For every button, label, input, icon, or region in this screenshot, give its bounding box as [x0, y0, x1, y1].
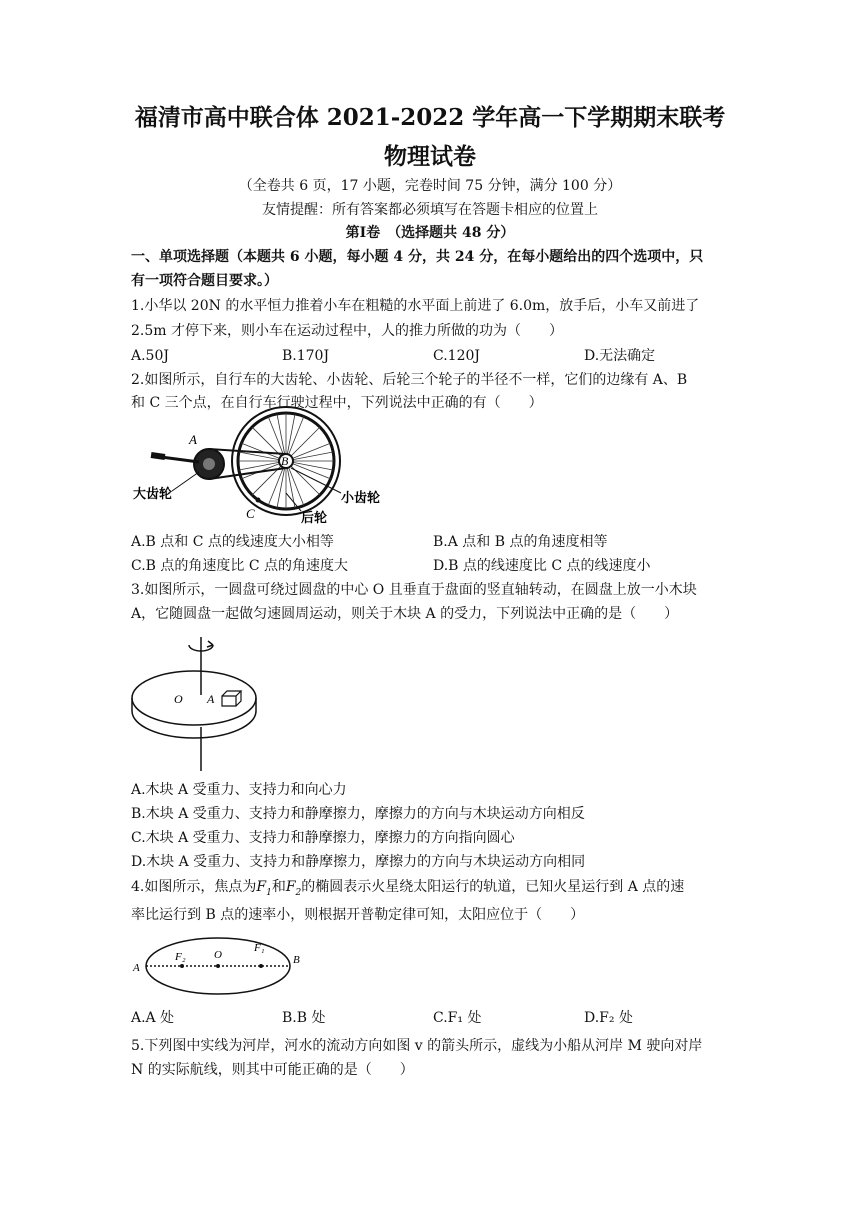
big-gear-label: 大齿轮 [133, 487, 173, 502]
q4-stem [131, 877, 684, 903]
part-title: 第Ⅰ卷 （选择题共 48 分） [345, 225, 515, 241]
orbit-a-label: A [133, 962, 140, 974]
q1-stem: 1.小华以 20N 的水平恒力推着小车在粗糙的水平面上前进了 6.0m，放手后，小车又前进了 [131, 298, 700, 314]
rotating-disk-figure [131, 635, 271, 775]
rear-wheel-label: 后轮 [301, 511, 328, 526]
block-a-label: A [207, 692, 215, 706]
q2-stem: 2.如图所示，自行车的大齿轮、小齿轮、后轮三个轮子的半径不一样，它们的边缘有 A、B [131, 372, 688, 388]
q2-option-d: D.B 点的线速度比 C 点的线速度小 [433, 558, 651, 574]
center-o-label: O [174, 692, 183, 706]
reminder: 友情提醒：所有答案都必须填写在答题卡相应的位置上 [262, 202, 598, 218]
exam-title: 福清市高中联合体 2021-2022 学年高一下学期期末联考 [134, 104, 726, 131]
small-gear-label: 小齿轮 [341, 491, 381, 506]
orbit-b-label: B [293, 954, 300, 966]
q3-option-b: B.木块 A 受重力、支持力和静摩擦力，摩擦力的方向与木块运动方向相反 [131, 806, 585, 822]
q4-f1-symbol: $F_1$ [256, 879, 272, 898]
orbit-o-label: O [214, 949, 222, 961]
q1-stem-cont: 2.5m 才停下来，则小车在运动过程中，人的推力所做的功为（ ） [131, 323, 563, 339]
bicycle-gear-figure [131, 418, 401, 528]
q4-stem-pre: 4.如图所示，焦点为 [131, 879, 257, 895]
q4-option-b: B.B 处 [282, 1010, 326, 1026]
q1-option-c: C.120J [433, 348, 480, 364]
exam-info: （全卷共 6 页，17 小题，完卷时间 75 分钟，满分 100 分） [238, 178, 622, 194]
focus-f2-label: F₂ [175, 951, 186, 963]
exam-subtitle: 物理试卷 [384, 143, 476, 170]
section-heading-cont: 有一项符合题目要求。） [131, 273, 278, 289]
q2-option-b: B.A 点和 B 点的角速度相等 [433, 534, 608, 550]
q4-stem-mid: 和 [271, 879, 286, 895]
q2-option-c: C.B 点的角速度比 C 点的角速度大 [131, 558, 349, 574]
q4-option-c: C.F₁ 处 [433, 1010, 482, 1026]
q4-stem-post: 的椭圆表示火星绕太阳运行的轨道，已知火星运行到 A 点的速 [301, 879, 685, 895]
q4-option-d: D.F₂ 处 [584, 1010, 633, 1026]
q4-option-a: A.A 处 [131, 1010, 175, 1026]
q5-stem: 5.下列图中实线为河岸，河水的流动方向如图 v 的箭头所示，虚线为小船从河岸 M 驶向对岸 [131, 1038, 703, 1054]
q1-option-b: B.170J [282, 348, 330, 364]
point-c-label: C [246, 506, 255, 521]
q3-option-a: A.木块 A 受重力、支持力和向心力 [131, 782, 347, 798]
q3-option-c: C.木块 A 受重力、支持力和静摩擦力，摩擦力的方向指向圆心 [131, 830, 515, 846]
elliptical-orbit-figure [131, 935, 311, 1001]
point-a-label: A [189, 432, 197, 447]
q1-option-d: D.无法确定 [584, 348, 656, 364]
q3-stem: 3.如图所示，一圆盘可绕过圆盘的中心 O 且垂直于盘面的竖直轴转动，在圆盘上放一小木块 [131, 582, 697, 598]
q4-f2-symbol: $F_2$ [285, 879, 302, 898]
q4-stem-cont: 率比运行到 B 点的速率小，则根据开普勒定律可知，太阳应位于（ ） [131, 907, 585, 923]
section-heading: 一、单项选择题（本题共 6 小题，每小题 4 分，共 24 分，在每小题给出的四个选项中，只 [131, 249, 704, 265]
q3-option-d: D.木块 A 受重力、支持力和静摩擦力，摩擦力的方向与木块运动方向相同 [131, 854, 586, 870]
q3-stem-cont: A，它随圆盘一起做匀速圆周运动，则关于木块 A 的受力，下列说法中正确的是（ ） [131, 606, 679, 622]
point-b-label: B [281, 454, 289, 468]
focus-f1-label: F₁ [254, 942, 265, 954]
q5-stem-cont: N 的实际航线，则其中可能正确的是（ ） [131, 1062, 414, 1078]
q1-option-a: A.50J [131, 348, 169, 364]
q2-option-a: A.B 点和 C 点的线速度大小相等 [131, 534, 334, 550]
q2-stem-cont: 和 C 三个点，在自行车行驶过程中，下列说法中正确的有（ ） [131, 395, 543, 411]
